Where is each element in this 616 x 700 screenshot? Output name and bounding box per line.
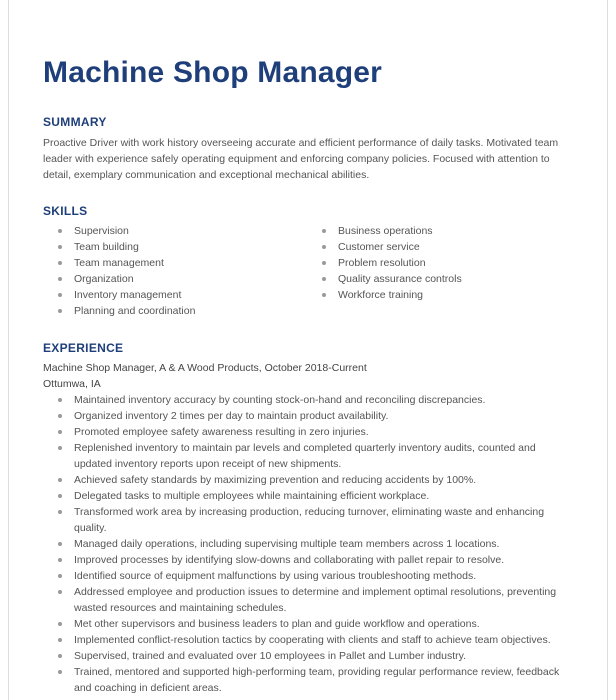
skill-item: Workforce training [315, 287, 575, 303]
list-item: Implemented conflict-resolution tactics by cooperating with clients and staff to achieve team objectives. [51, 632, 571, 648]
bullet-icon [58, 542, 62, 546]
skill-item: Customer service [315, 239, 575, 255]
list-item: Improved processes by identifying slow-downs and collaborating with pallet repair to resolve. [51, 552, 571, 568]
summary-heading: SUMMARY [43, 115, 107, 129]
bullet-icon [58, 574, 62, 578]
skill-item: Supervision [51, 223, 301, 239]
bullet-icon [58, 414, 62, 418]
skill-item: Organization [51, 271, 301, 287]
experience-heading: EXPERIENCE [43, 341, 124, 355]
list-item: Maintained inventory accuracy by counting stock-on-hand and reconciling discrepancies. [51, 392, 571, 408]
list-item: Achieved safety standards by maximizing prevention and reducing accidents by 100%. [51, 472, 571, 488]
bullet-icon [58, 510, 62, 514]
bullet-icon [58, 277, 62, 281]
skills-list-left [51, 223, 301, 319]
bullet-icon [322, 245, 326, 249]
bullet-icon [58, 494, 62, 498]
bullet-icon [58, 245, 62, 249]
bullet-icon [58, 293, 62, 297]
bullet-icon [58, 670, 62, 674]
skill-item: Team building [51, 239, 301, 255]
skill-item: Quality assurance controls [315, 271, 575, 287]
bullet-icon [58, 558, 62, 562]
bullet-icon [58, 654, 62, 658]
list-item: Supervised, trained and evaluated over 10 employees in Pallet and Lumber industry. [51, 648, 571, 664]
bullet-icon [322, 293, 326, 297]
skills-heading: SKILLS [43, 204, 88, 218]
bullet-icon [58, 229, 62, 233]
skills-list-right [315, 223, 575, 303]
skill-item: Business operations [315, 223, 575, 239]
list-item: Identified source of equipment malfunctions by using various troubleshooting methods. [51, 568, 571, 584]
list-item: Met other supervisors and business leaders to plan and guide workflow and operations. [51, 616, 571, 632]
bullet-icon [58, 590, 62, 594]
skill-item: Inventory management [51, 287, 301, 303]
list-item: Delegated tasks to multiple employees while maintaining efficient workplace. [51, 488, 571, 504]
bullet-icon [58, 398, 62, 402]
list-item: Addressed employee and production issues to determine and implement optimal resolutions, preventing wasted resources and maintaining schedules. [51, 584, 571, 616]
skill-item: Planning and coordination [51, 303, 301, 319]
list-item: Organized inventory 2 times per day to maintain product availability. [51, 408, 571, 424]
list-item: Trained, mentored and supported high-performing team, providing regular performance review, feedback and coaching in deficient areas. [51, 664, 571, 696]
bullet-icon [58, 622, 62, 626]
bullet-icon [322, 229, 326, 233]
skill-item: Problem resolution [315, 255, 575, 271]
job-location: Ottumwa, IA [43, 378, 101, 390]
summary-text: Proactive Driver with work history overseeing accurate and efficient performance of daily tasks. Motivated team leader with experience safely operating equipment and enforcing company policies. Focused with attention to detail, exemplary communication and exceptional mechanical abilities. [43, 137, 559, 181]
bullet-icon [58, 478, 62, 482]
resume-page [8, 0, 608, 700]
resume-name: Machine Shop Manager [43, 56, 383, 89]
list-item: Promoted employee safety awareness resulting in zero injuries. [51, 424, 571, 440]
experience-bullets [51, 392, 571, 696]
bullet-icon [58, 446, 62, 450]
bullet-icon [58, 261, 62, 265]
bullet-icon [58, 430, 62, 434]
skill-item: Team management [51, 255, 301, 271]
bullet-icon [322, 261, 326, 265]
list-item: Replenished inventory to maintain par levels and completed quarterly inventory audits, counted and updated inventory reports upon receipt of new shipments. [51, 440, 571, 472]
list-item: Managed daily operations, including supervising multiple team members across 1 locations. [51, 536, 571, 552]
list-item: Transformed work area by increasing production, reducing turnover, eliminating waste and enhancing quality. [51, 504, 571, 536]
bullet-icon [58, 309, 62, 313]
bullet-icon [322, 277, 326, 281]
bullet-icon [58, 638, 62, 642]
job-title: Machine Shop Manager, A & A Wood Products, October 2018-Current [43, 362, 367, 374]
